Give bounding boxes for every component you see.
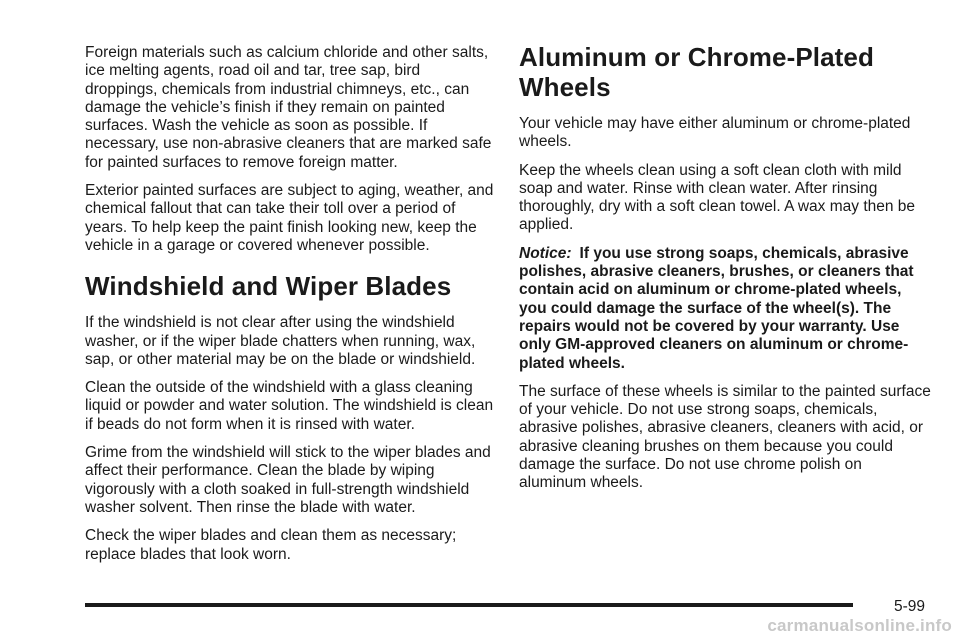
wiper-grime-paragraph: Grime from the windshield will stick to the wiper blades and affect their performance. Clean the blade by wiping vigorously with a cloth soaked in full-strength windshield washer solvent. Then rinse the blade with water. (85, 444, 491, 516)
watermark: carmanualsonline.info (767, 616, 952, 635)
wheels-type-paragraph: Your vehicle may have either aluminum or chrome-plated wheels. (519, 115, 911, 151)
wheels-section-heading: Aluminum or Chrome-Plated Wheels (519, 42, 874, 102)
wheels-surface-paragraph: The surface of these wheels is similar to the painted surface of your vehicle. Do not use strong soaps, chemicals, abrasive polishes, abrasive cleaners, cleaners with acid, or abrasive cleaning brushes on them because you could damage the surface. Do not use chrome polish on aluminum wheels. (519, 382, 931, 492)
notice-text: If you use strong soaps, chemicals, abrasive polishes, abrasive cleaners, brushes, or cleaners that contain acid on aluminum or chrome-plated wheels, you could damage the surface of the wheel(s). The repairs would not be covered by your warranty. Use only GM-approved cleaners on aluminum or chrome-plated wheels. (519, 244, 914, 372)
right-column (519, 42, 931, 503)
windshield-not-clear-paragraph: If the windshield is not clear after using the windshield washer, or if the wiper blade chatters when running, wax, sap, or other material may be on the blade or windshield. (85, 314, 476, 368)
left-column (85, 44, 495, 574)
page-number: 5-99 (893, 598, 925, 615)
wheels-notice (519, 245, 931, 373)
windshield-section-heading: Windshield and Wiper Blades (85, 271, 452, 302)
wiper-check-paragraph: Check the wiper blades and clean them as necessary; replace blades that look worn. (85, 527, 457, 563)
paint-foreign-materials-paragraph: Foreign materials such as calcium chloride and other salts, ice melting agents, road oil and tar, tree sap, bird droppings, chemicals from industrial chimneys, etc., can damage the vehicle’s finish if they remain on painted surfaces. Wash the vehicle as soon as possible. If necessary, use non-abrasive cleaners that are marked safe for painted surfaces to remove foreign matter. (85, 44, 492, 171)
windshield-cleaning-paragraph: Clean the outside of the windshield with a glass cleaning liquid or powder and water solution. The windshield is clean if beads do not form when it is rinsed with water. (85, 379, 494, 433)
notice-label: Notice: (519, 244, 572, 262)
paint-aging-paragraph: Exterior painted surfaces are subject to aging, weather, and chemical fallout that can take their toll over a period of years. To help keep the paint finish looking new, keep the vehicle in a garage or covered whenever possible. (85, 182, 494, 254)
footer-rule (85, 603, 853, 607)
wheels-cleaning-paragraph: Keep the wheels clean using a soft clean cloth with mild soap and water. Rinse with clean water. After rinsing thoroughly, dry with a soft clean towel. A wax may then be applied. (519, 161, 916, 234)
